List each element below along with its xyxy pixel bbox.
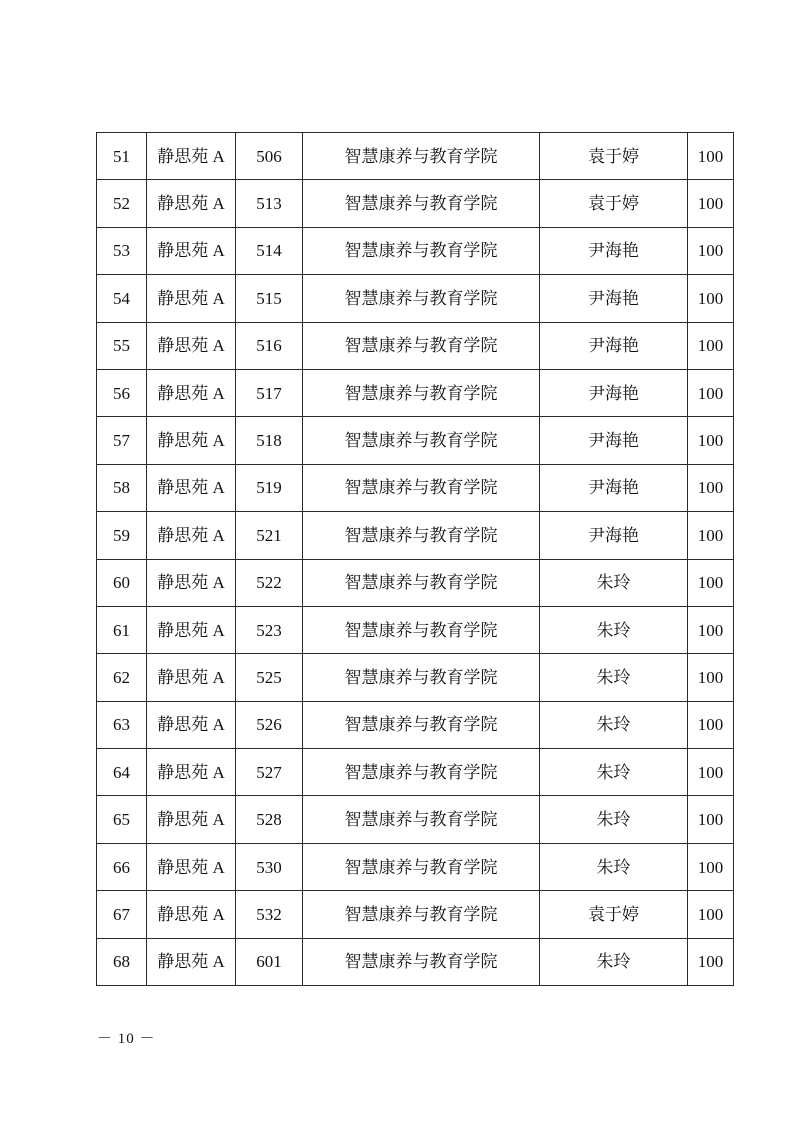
score-cell: 100 bbox=[688, 654, 734, 701]
score-cell: 100 bbox=[688, 559, 734, 606]
score-cell: 100 bbox=[688, 322, 734, 369]
room-number-cell: 516 bbox=[236, 322, 303, 369]
room-number-cell: 521 bbox=[236, 512, 303, 559]
inspector-cell: 袁于婷 bbox=[540, 133, 688, 180]
score-cell: 100 bbox=[688, 843, 734, 890]
room-number-cell: 601 bbox=[236, 938, 303, 985]
score-cell: 100 bbox=[688, 606, 734, 653]
table-row bbox=[97, 749, 734, 796]
table-row bbox=[97, 891, 734, 938]
row-number-cell: 56 bbox=[97, 369, 147, 416]
table-row bbox=[97, 369, 734, 416]
college-cell: 智慧康养与教育学院 bbox=[303, 227, 540, 274]
room-number-cell: 506 bbox=[236, 133, 303, 180]
college-cell: 智慧康养与教育学院 bbox=[303, 512, 540, 559]
row-number-cell: 58 bbox=[97, 464, 147, 511]
row-number-cell: 63 bbox=[97, 701, 147, 748]
page-number: － 10 － bbox=[97, 1031, 156, 1047]
row-number-cell: 62 bbox=[97, 654, 147, 701]
table-row bbox=[97, 796, 734, 843]
inspector-cell: 尹海艳 bbox=[540, 464, 688, 511]
inspector-cell: 尹海艳 bbox=[540, 227, 688, 274]
room-number-cell: 530 bbox=[236, 843, 303, 890]
college-cell: 智慧康养与教育学院 bbox=[303, 606, 540, 653]
college-cell: 智慧康养与教育学院 bbox=[303, 322, 540, 369]
college-cell: 智慧康养与教育学院 bbox=[303, 654, 540, 701]
table-row bbox=[97, 133, 734, 180]
row-number-cell: 65 bbox=[97, 796, 147, 843]
room-number-cell: 528 bbox=[236, 796, 303, 843]
row-number-cell: 51 bbox=[97, 133, 147, 180]
room-number-cell: 526 bbox=[236, 701, 303, 748]
building-cell: 静思苑 A bbox=[147, 512, 236, 559]
score-cell: 100 bbox=[688, 891, 734, 938]
building-cell: 静思苑 A bbox=[147, 749, 236, 796]
room-number-cell: 527 bbox=[236, 749, 303, 796]
row-number-cell: 52 bbox=[97, 180, 147, 227]
building-cell: 静思苑 A bbox=[147, 275, 236, 322]
score-cell: 100 bbox=[688, 227, 734, 274]
table-row bbox=[97, 701, 734, 748]
building-cell: 静思苑 A bbox=[147, 322, 236, 369]
building-cell: 静思苑 A bbox=[147, 417, 236, 464]
table-row bbox=[97, 322, 734, 369]
inspector-cell: 朱玲 bbox=[540, 749, 688, 796]
score-cell: 100 bbox=[688, 701, 734, 748]
row-number-cell: 53 bbox=[97, 227, 147, 274]
row-number-cell: 64 bbox=[97, 749, 147, 796]
inspector-cell: 尹海艳 bbox=[540, 322, 688, 369]
inspector-cell: 尹海艳 bbox=[540, 512, 688, 559]
room-number-cell: 532 bbox=[236, 891, 303, 938]
row-number-cell: 59 bbox=[97, 512, 147, 559]
building-cell: 静思苑 A bbox=[147, 559, 236, 606]
row-number-cell: 57 bbox=[97, 417, 147, 464]
college-cell: 智慧康养与教育学院 bbox=[303, 275, 540, 322]
college-cell: 智慧康养与教育学院 bbox=[303, 559, 540, 606]
dormitory-score-table-container bbox=[96, 132, 733, 986]
building-cell: 静思苑 A bbox=[147, 701, 236, 748]
building-cell: 静思苑 A bbox=[147, 796, 236, 843]
inspector-cell: 尹海艳 bbox=[540, 275, 688, 322]
building-cell: 静思苑 A bbox=[147, 654, 236, 701]
inspector-cell: 袁于婷 bbox=[540, 891, 688, 938]
inspector-cell: 袁于婷 bbox=[540, 180, 688, 227]
table-row bbox=[97, 417, 734, 464]
college-cell: 智慧康养与教育学院 bbox=[303, 369, 540, 416]
college-cell: 智慧康养与教育学院 bbox=[303, 133, 540, 180]
room-number-cell: 523 bbox=[236, 606, 303, 653]
score-cell: 100 bbox=[688, 464, 734, 511]
table-row bbox=[97, 843, 734, 890]
college-cell: 智慧康养与教育学院 bbox=[303, 891, 540, 938]
table-row bbox=[97, 606, 734, 653]
table-row bbox=[97, 464, 734, 511]
table-row bbox=[97, 559, 734, 606]
inspector-cell: 朱玲 bbox=[540, 701, 688, 748]
college-cell: 智慧康养与教育学院 bbox=[303, 417, 540, 464]
row-number-cell: 55 bbox=[97, 322, 147, 369]
score-cell: 100 bbox=[688, 417, 734, 464]
table-row bbox=[97, 275, 734, 322]
score-cell: 100 bbox=[688, 369, 734, 416]
inspector-cell: 尹海艳 bbox=[540, 417, 688, 464]
dormitory-score-table bbox=[96, 132, 734, 986]
building-cell: 静思苑 A bbox=[147, 464, 236, 511]
college-cell: 智慧康养与教育学院 bbox=[303, 843, 540, 890]
table-row bbox=[97, 227, 734, 274]
room-number-cell: 518 bbox=[236, 417, 303, 464]
inspector-cell: 朱玲 bbox=[540, 606, 688, 653]
score-cell: 100 bbox=[688, 938, 734, 985]
inspector-cell: 朱玲 bbox=[540, 654, 688, 701]
building-cell: 静思苑 A bbox=[147, 891, 236, 938]
inspector-cell: 尹海艳 bbox=[540, 369, 688, 416]
building-cell: 静思苑 A bbox=[147, 843, 236, 890]
college-cell: 智慧康养与教育学院 bbox=[303, 749, 540, 796]
building-cell: 静思苑 A bbox=[147, 606, 236, 653]
room-number-cell: 519 bbox=[236, 464, 303, 511]
room-number-cell: 522 bbox=[236, 559, 303, 606]
row-number-cell: 54 bbox=[97, 275, 147, 322]
table-body bbox=[97, 133, 734, 986]
room-number-cell: 514 bbox=[236, 227, 303, 274]
table-row bbox=[97, 654, 734, 701]
score-cell: 100 bbox=[688, 512, 734, 559]
row-number-cell: 67 bbox=[97, 891, 147, 938]
score-cell: 100 bbox=[688, 275, 734, 322]
row-number-cell: 60 bbox=[97, 559, 147, 606]
table-row bbox=[97, 512, 734, 559]
college-cell: 智慧康养与教育学院 bbox=[303, 701, 540, 748]
college-cell: 智慧康养与教育学院 bbox=[303, 938, 540, 985]
building-cell: 静思苑 A bbox=[147, 133, 236, 180]
college-cell: 智慧康养与教育学院 bbox=[303, 464, 540, 511]
score-cell: 100 bbox=[688, 180, 734, 227]
score-cell: 100 bbox=[688, 749, 734, 796]
inspector-cell: 朱玲 bbox=[540, 938, 688, 985]
inspector-cell: 朱玲 bbox=[540, 843, 688, 890]
room-number-cell: 525 bbox=[236, 654, 303, 701]
building-cell: 静思苑 A bbox=[147, 227, 236, 274]
college-cell: 智慧康养与教育学院 bbox=[303, 796, 540, 843]
row-number-cell: 68 bbox=[97, 938, 147, 985]
room-number-cell: 513 bbox=[236, 180, 303, 227]
building-cell: 静思苑 A bbox=[147, 938, 236, 985]
table-row bbox=[97, 180, 734, 227]
inspector-cell: 朱玲 bbox=[540, 796, 688, 843]
building-cell: 静思苑 A bbox=[147, 369, 236, 416]
table-row bbox=[97, 938, 734, 985]
room-number-cell: 517 bbox=[236, 369, 303, 416]
inspector-cell: 朱玲 bbox=[540, 559, 688, 606]
room-number-cell: 515 bbox=[236, 275, 303, 322]
row-number-cell: 66 bbox=[97, 843, 147, 890]
college-cell: 智慧康养与教育学院 bbox=[303, 180, 540, 227]
building-cell: 静思苑 A bbox=[147, 180, 236, 227]
score-cell: 100 bbox=[688, 133, 734, 180]
row-number-cell: 61 bbox=[97, 606, 147, 653]
score-cell: 100 bbox=[688, 796, 734, 843]
